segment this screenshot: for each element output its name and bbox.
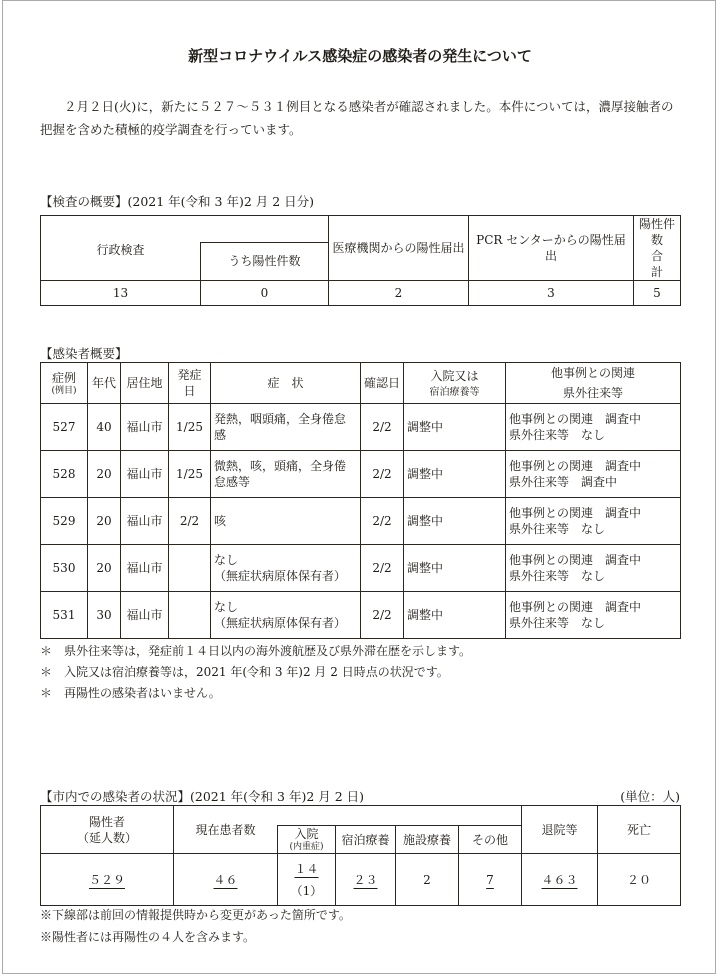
value-death: ２０ (598, 854, 681, 906)
value-admin-pos: 0 (201, 281, 329, 306)
header-admin-pos: うち陽性件数 (201, 242, 329, 280)
case-symptoms: 発熱，咽頭痛，全身倦怠感 (214, 412, 347, 442)
case-travel: 県外往来等 なし (509, 522, 606, 536)
case-number: 531 (41, 592, 88, 639)
case-travel: 県外往来等 なし (509, 569, 606, 583)
case-hosp: 調整中 (404, 498, 506, 545)
header-relation: 他事例との関連 (550, 366, 635, 380)
case-onset (169, 545, 211, 592)
city-status-table (40, 805, 681, 906)
header-positive: 陽性者 (88, 814, 125, 829)
page-title: 新型コロナウイルス感染症の感染者の発生について (188, 47, 532, 65)
note-1: ＊ 県外往来等は，発症前１４日以内の海外渡航歴及び県外滞在歴を示します。 (40, 644, 472, 658)
header-admin: 行政検査 (96, 243, 145, 258)
value-discharged: ４６３ (541, 872, 578, 887)
case-residence: 福山市 (121, 498, 169, 545)
case-confirmed: 2/2 (361, 545, 404, 592)
case-number: 529 (41, 498, 88, 545)
note-3: ＊ 再陽性の感染者はいません。 (40, 686, 221, 700)
header-age: 年代 (88, 363, 121, 404)
case-confirmed: 2/2 (361, 451, 404, 498)
header-case-sub: (例目) (51, 385, 77, 396)
note-2: ＊ 入院又は宿泊療養等は，2021 年(令和 3 年)2 月 2 日時点の状況です。 (40, 665, 449, 679)
case-residence: 福山市 (121, 592, 169, 639)
unit-label: (単位：人) (620, 789, 680, 804)
header-hosp-2: 宿泊療養等 (429, 387, 480, 398)
case-confirmed: 2/2 (361, 498, 404, 545)
case-relation: 他事例との関連 調査中 (509, 459, 642, 473)
case-row (41, 545, 681, 592)
case-residence: 福山市 (121, 545, 169, 592)
case-confirmed: 2/2 (361, 592, 404, 639)
value-current: ４６ (213, 872, 238, 887)
case-symptoms-2: （無症状病原体保有者） (214, 616, 347, 630)
header-hosp: 入院 (294, 827, 319, 841)
case-row (41, 592, 681, 639)
case-onset: 1/25 (169, 404, 211, 451)
case-hosp: 調整中 (404, 404, 506, 451)
value-admin: 13 (41, 281, 201, 306)
value-facility: 2 (396, 854, 459, 906)
case-travel: 県外往来等 調査中 (509, 475, 618, 489)
case-relation: 他事例との関連 調査中 (509, 506, 642, 520)
case-age: 40 (88, 404, 121, 451)
value-total: 5 (634, 281, 681, 306)
header-total: 陽性件数 (638, 217, 675, 247)
case-onset: 2/2 (169, 498, 211, 545)
header-facility: 施設療養 (396, 826, 459, 854)
header-death: 死亡 (598, 806, 681, 854)
case-symptoms-2: （無症状病原体保有者） (214, 569, 347, 583)
case-hosp: 調整中 (404, 545, 506, 592)
header-positive-2: （延人数） (76, 830, 137, 845)
case-travel: 県外往来等 なし (509, 616, 606, 630)
case-row (41, 451, 681, 498)
value-pcr: 3 (469, 281, 634, 306)
case-onset: 1/25 (169, 451, 211, 498)
header-onset: 発症日 (169, 363, 211, 404)
case-hosp: 調整中 (404, 451, 506, 498)
header-total-2: 合 計 (650, 249, 688, 279)
case-row (41, 404, 681, 451)
value-hosp-severe: （1） (290, 883, 323, 898)
case-number: 530 (41, 545, 88, 592)
case-relation: 他事例との関連 調査中 (509, 600, 642, 614)
case-confirmed: 2/2 (361, 404, 404, 451)
intro-paragraph: ２月２日(火)に，新たに５２７～５３１例目となる感染者が確認されました。本件については，濃厚接触者の把握を含めた積極的疫学調査を行っています。 (40, 99, 674, 137)
header-confirmed: 確認日 (361, 363, 404, 404)
case-symptoms: なし (214, 600, 239, 614)
header-hosp-sub: (内重症) (289, 842, 324, 852)
header-relation-2: 県外往来等 (562, 386, 623, 400)
case-number: 527 (41, 404, 88, 451)
case-symptoms: 咳 (214, 514, 227, 528)
case-age: 20 (88, 451, 121, 498)
case-symptoms: 微熱，咳，頭痛，全身倦怠感等 (214, 459, 347, 489)
header-residence: 居住地 (121, 363, 169, 404)
header-pcr: PCR センターからの陽性届出 (476, 233, 626, 263)
case-number: 528 (41, 451, 88, 498)
header-symptoms: 症 状 (211, 363, 361, 404)
case-residence: 福山市 (121, 451, 169, 498)
footnote-2: ※陽性者には再陽性の４人を含みます。 (40, 930, 256, 944)
case-residence: 福山市 (121, 404, 169, 451)
case-row (41, 498, 681, 545)
value-other: 7 (486, 872, 494, 887)
value-medical: 2 (329, 281, 469, 306)
header-discharged: 退院等 (522, 806, 598, 854)
case-symptoms: なし (214, 553, 239, 567)
cases-label: 【感染者概要】 (40, 346, 128, 361)
cases-table (40, 362, 681, 639)
header-current: 現在患者数 (195, 822, 256, 837)
value-hotel: ２３ (353, 872, 378, 887)
case-travel: 県外往来等 なし (509, 428, 606, 442)
case-age: 30 (88, 592, 121, 639)
footnote-1: ※下線部は前回の情報提供時から変更があった箇所です。 (40, 908, 351, 922)
header-medical: 医療機関からの陽性届出 (332, 241, 465, 255)
value-positive: ５２９ (88, 872, 125, 887)
header-other: その他 (459, 826, 522, 854)
case-relation: 他事例との関連 調査中 (509, 553, 642, 567)
case-age: 20 (88, 545, 121, 592)
case-age: 20 (88, 498, 121, 545)
city-status-label: 【市内での感染者の状況】(2021 年(令和 3 年)2 月 2 日) (40, 789, 365, 804)
case-onset (169, 592, 211, 639)
header-case: 症例 (51, 370, 76, 385)
value-hosp: １４ (294, 861, 319, 876)
case-hosp: 調整中 (404, 592, 506, 639)
test-summary-table (40, 215, 688, 306)
header-hosp: 入院又は (430, 369, 479, 383)
header-hotel: 宿泊療養 (336, 826, 396, 854)
test-summary-label: 【検査の概要】(2021 年(令和 3 年)2 月 2 日分) (40, 194, 315, 209)
case-relation: 他事例との関連 調査中 (509, 412, 642, 426)
